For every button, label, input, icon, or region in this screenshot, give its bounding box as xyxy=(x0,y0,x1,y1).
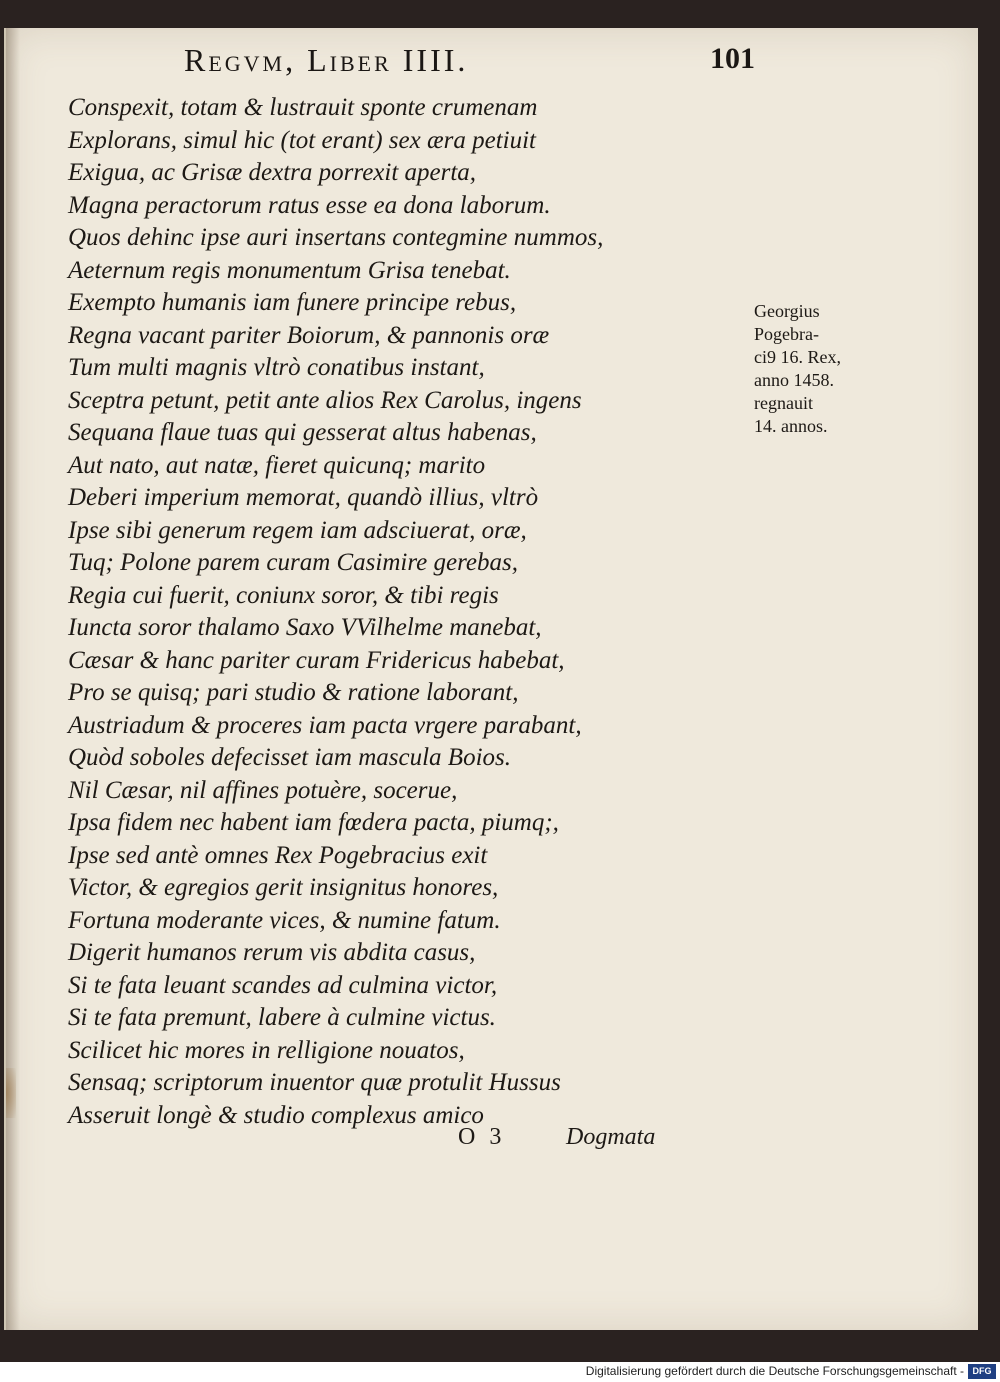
verse-line: Digerit humanos rerum vis abdita casus, xyxy=(68,939,476,966)
verse-line: Austriadum & proceres iam pacta vrgere parabant, xyxy=(68,711,582,739)
attribution-text: Digitalisierung gefördert durch die Deutsche Forschungsgemeinschaft - xyxy=(585,1364,964,1378)
verse-line: Iuncta soror thalamo Saxo VVilhelme manebat, xyxy=(68,614,542,641)
verse-line: Aut nato, aut natæ, fieret quicunq; marito xyxy=(68,451,486,479)
margin-note xyxy=(754,300,864,438)
paper-stain xyxy=(6,1068,16,1118)
margin-note-line: anno 1458. xyxy=(754,370,834,390)
verse-line: Pro se quisq; pari studio & ratione laborant, xyxy=(68,679,519,706)
book-page xyxy=(4,28,978,1330)
verse-line: Aeternum regis monumentum Grisa tenebat. xyxy=(68,256,511,284)
verse-line: Asseruit longè & studio complexus amico xyxy=(68,1101,484,1129)
verse-line: Regia cui fuerit, coniunx soror, & tibi regis xyxy=(68,581,499,609)
verse-line: Nil Cæsar, nil affines potuère, socerue, xyxy=(68,776,458,804)
verse-line: Exigua, ac Grisæ dextra porrexit aperta, xyxy=(68,159,477,186)
verse-line: Exempto humanis iam funere principe rebus, xyxy=(68,289,517,316)
margin-note-line: Pogebra- xyxy=(754,324,819,344)
spine-shadow xyxy=(6,28,20,1330)
verse-line: Cæsar & hanc pariter curam Fridericus habebat, xyxy=(68,646,565,674)
attribution-bar xyxy=(0,1362,1000,1382)
verse-line: Sensaq; scriptorum inuentor quæ protulit Hussus xyxy=(68,1069,561,1096)
running-head-title: Regvm, Liber IIII. xyxy=(184,42,469,78)
page-number: 101 xyxy=(710,42,755,75)
verse-line: Explorans, simul hic (tot erant) sex æra petiuit xyxy=(68,126,537,154)
verse-line: Regna vacant pariter Boiorum, & pannonis oræ xyxy=(68,321,550,349)
verse-line: Ipse sibi generum regem iam adsciuerat, oræ, xyxy=(68,516,527,544)
catchword: Dogmata xyxy=(566,1124,656,1150)
verse-line: Sequana flaue tuas qui gesserat altus habenas, xyxy=(68,419,537,446)
verse-line: Si te fata leuant scandes ad culmina victor, xyxy=(68,971,498,999)
margin-note-line: 14. annos. xyxy=(754,416,828,436)
verse-line: Sceptra petunt, petit ante alios Rex Carolus, ingens xyxy=(68,386,582,414)
verse-line: Deberi imperium memorat, quandò illius, vltrò xyxy=(68,484,539,511)
verse-line: Quos dehinc ipse auri insertans contegmine nummos, xyxy=(68,224,604,251)
verse-line: Ipsa fidem nec habent iam fœdera pacta, piumq;, xyxy=(68,809,559,836)
verse-block xyxy=(68,92,728,1132)
verse-line: Quòd soboles defecisset iam mascula Boios. xyxy=(68,744,512,771)
margin-note-line: ci9 16. Rex, xyxy=(754,347,841,367)
dfg-logo: DFG xyxy=(968,1364,996,1379)
signature-mark: O 3 xyxy=(458,1124,506,1150)
verse-line: Magna peractorum ratus esse ea dona laborum. xyxy=(68,191,551,219)
verse-line: Si te fata premunt, labere à culmine victus. xyxy=(68,1004,496,1031)
verse-line: Ipse sed antè omnes Rex Pogebracius exit xyxy=(68,841,488,869)
verse-line: Scilicet hic mores in relligione nouatos, xyxy=(68,1036,465,1064)
verse-line: Conspexit, totam & lustrauit sponte crumenam xyxy=(68,94,538,121)
verse-line: Victor, & egregios gerit insignitus honores, xyxy=(68,874,499,901)
margin-note-line: Georgius xyxy=(754,301,820,321)
margin-note-line: regnauit xyxy=(754,393,813,413)
verse-line: Tuq; Polone parem curam Casimire gerebas, xyxy=(68,549,518,576)
verse-line: Fortuna moderante vices, & numine fatum. xyxy=(68,906,501,934)
verse-line: Tum multi magnis vltrò conatibus instant, xyxy=(68,354,485,381)
